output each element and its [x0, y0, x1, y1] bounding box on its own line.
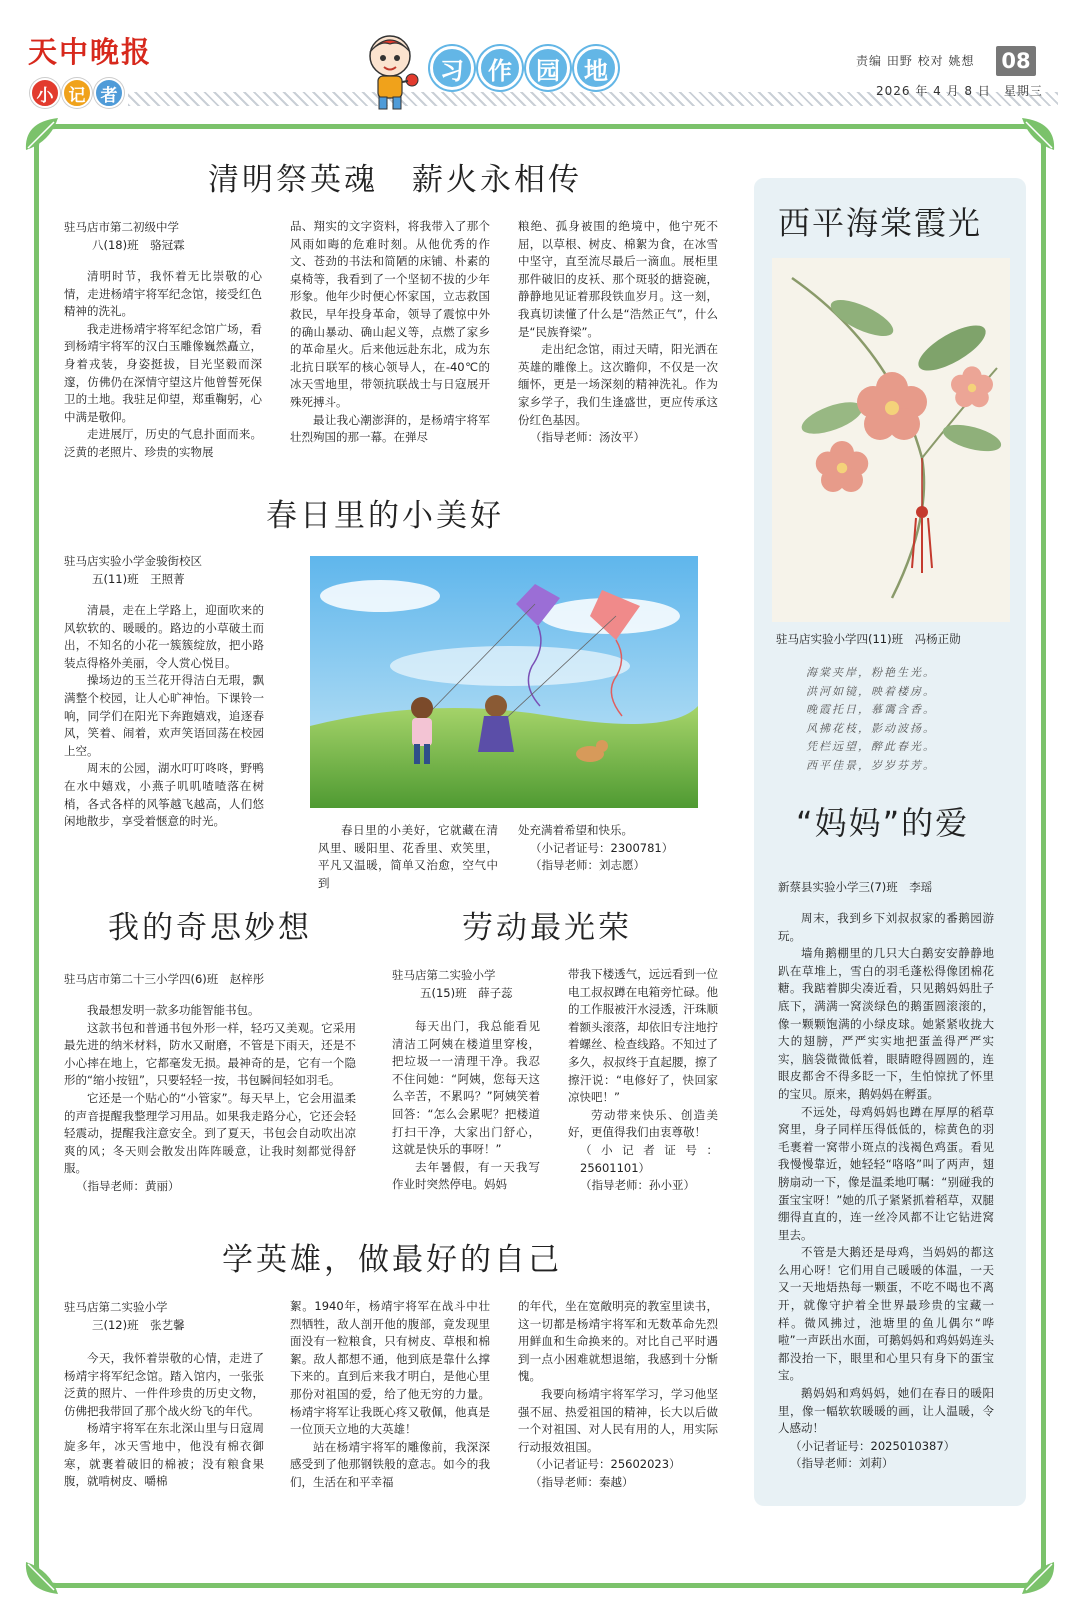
paragraph: 不远处，母鸡妈妈也蹲在厚厚的稻草窝里，身子同样压得低低的，棕黄色的羽毛裹着一窝带小斑点的浅褐色鸡蛋。看见我慢慢靠近，她轻轻“咯咯”叫了两声，翅膀扇动一下，像是温柔地叮嘱：“别碰我的蛋宝宝呀！”她的爪子紧紧抓着稻草，双腿绷得直直的，连一丝冷风都不让它钻进窝里去。	[778, 1104, 994, 1242]
article5-reporter: （小记者证号：25602023）	[530, 1457, 681, 1472]
article1-byline	[64, 218, 274, 254]
article4-column-1	[392, 1018, 540, 1194]
section-char-1: 习	[430, 46, 474, 90]
sidebar-poem-author: 驻马店实验小学四(11)班 冯杨正勋	[776, 632, 961, 646]
poem-line: 洪河如镜，映着楼房。	[806, 684, 936, 698]
paragraph: 我走进杨靖宇将军纪念馆广场，看到杨靖宇将军的汉白玉雕像巍然矗立，身着戎装，身姿挺拔，目光坚毅而深邃，仿佛仍在深情守望这片他曾誓死保卫的土地。我驻足仰望，郑重鞠躬，心中满是敬仰。	[64, 321, 262, 424]
article2-reporter: （小记者证号：2300781）	[530, 840, 674, 855]
article3-headline: 我的奇思妙想	[108, 910, 312, 946]
article4-column-2	[568, 966, 718, 1195]
paragraph: 周末的公园，湖水叮叮咚咚，野鸭在水中嬉戏，小燕子叽叽喳喳落在树梢，各式各样的风筝越飞越高，人们悠闲地散步，享受着惬意的时光。	[64, 761, 264, 829]
badge-char-2: 记	[62, 78, 92, 108]
spring-kite-illustration	[310, 556, 698, 808]
article1-headline: 清明祭英魂 薪火永相传	[208, 162, 582, 198]
masthead	[0, 0, 1080, 118]
sidebar-poem	[806, 664, 936, 775]
paragraph: 我要向杨靖宇将军学习，学习他坚强不屈、热爱祖国的精神，长大以后做一个对祖国、对人民有用的人，用实际行动报效祖国。	[518, 1386, 718, 1454]
paragraph: 粮绝、孤身被围的绝境中，他宁死不屈，以草根、树皮、棉絮为食，在冰雪中坚守，直至流尽最后一滴血。展柜里那件破旧的皮袄、那个斑驳的搪瓷碗，静静地见证着那段铁血岁月。这一刻，我真切读懂了什么是“浩然正气”，什么是“民族脊梁”。	[518, 219, 718, 339]
article4-headline: 劳动最光荣	[462, 910, 632, 946]
paragraph: 清明时节，我怀着无比崇敬的心情，走进杨靖宇将军纪念馆，接受红色精神的洗礼。	[64, 269, 262, 319]
paragraph: 絮。1940年，杨靖宇将军在战斗中壮烈牺牲，敌人剖开他的腹部，竟发现里面没有一粒粮食，只有树皮、草根和棉絮。敌人都想不通，他到底是靠什么撑下来的。直到后来我才明白，是他心里那份对祖国的爱，给了他无穷的力量。杨靖宇将军让我既心疼又敬佩，他真是一位顶天立地的大英雄！	[290, 1299, 490, 1437]
article1-column-2	[290, 218, 490, 447]
article5-author: 三(12)班 张艺馨	[92, 1318, 185, 1332]
article2-column-1	[64, 602, 264, 831]
sidebar-poem-title: 西平海棠霞光	[778, 204, 983, 242]
paragraph: 每天出门，我总能看见清洁工阿姨在楼道里穿梭，把垃圾一一清理干净。我忍不住问她：“阿姨，您每天这么辛苦，不累吗？”阿姨笑着回答：“怎么会累呢？把楼道打扫干净，大家出门舒心，这就是快乐的事呀！”	[392, 1019, 540, 1157]
article2-headline: 春日里的小美好	[266, 498, 504, 534]
article5-column-1	[64, 1350, 264, 1491]
mascot-icon	[360, 30, 422, 112]
article6-reporter: （小记者证号：2025010387）	[790, 1438, 956, 1453]
paragraph: 操场边的玉兰花开得洁白无瑕，飘满整个校园，让人心旷神怡。下课铃一响，同学们在阳光下奔跑嬉戏，追逐春风，笑着、闹着，欢声笑语回荡在校园上空。	[64, 673, 264, 758]
paragraph: 我最想发明一款多功能智能书包。	[87, 1003, 260, 1017]
paragraph: 品、翔实的文字资料，将我带入了那个风雨如晦的危难时刻。从他优秀的作文、苍劲的书法和简陋的床铺、朴素的桌椅等，我看到了一个坚韧不拔的少年形象。他年少时便心怀家国，立志救国救民，早年投身革命，领导了震惊中外的确山暴动、确山起义等，点燃了家乡的革命星火。后来他远赴东北，成为东北抗日联军的核心领导人，在-40℃的冰天雪地里，带领抗联战士与日寇展开殊死搏斗。	[290, 219, 490, 409]
reporter-badge	[30, 78, 124, 108]
article2-closing-text: 处充满着希望和快乐。	[518, 823, 633, 837]
article1-teacher: （指导老师：汤汝平）	[530, 430, 645, 445]
paragraph: 清晨，走在上学路上，迎面吹来的风软软的、暖暖的。路边的小草破土而出，不知名的小花一簇簇绽放，把小路装点得格外美丽，令人赏心悦目。	[64, 603, 264, 670]
paragraph: 最让我心潮澎湃的，是杨靖宇将军壮烈殉国的那一幕。在弹尽	[290, 412, 490, 445]
page-number: 08	[996, 46, 1036, 76]
article6-byline: 新蔡县实验小学三(7)班 李瑶	[778, 880, 933, 894]
poem-line: 晚霞托日，慕霭含香。	[806, 703, 936, 716]
article6-teacher: （指导老师：刘莉）	[790, 1456, 894, 1471]
paragraph: 带我下楼透气，远远看到一位电工叔叔蹲在电箱旁忙碌。他的工作服被汗水浸透，汗珠顺着额头滚落，却依旧专注地拧着螺丝、检查线路。不知过了多久，叔叔终于直起腰，擦了擦汗说：“电修好了，快回家凉快吧！”	[568, 967, 718, 1105]
poem-line: 海棠夹岸，粉艳生光。	[806, 666, 936, 679]
article3-body	[64, 1002, 356, 1196]
paper-name: 天中晚报	[28, 35, 153, 69]
article5-column-3	[518, 1298, 718, 1492]
paragraph: 今天，我怀着崇敬的心情，走进了杨靖宇将军纪念馆。踏入馆内，一张张泛黄的照片、一件件珍贵的历史文物，仿佛把我带回了那个战火纷飞的年代。	[64, 1351, 264, 1418]
paragraph: 鹅妈妈和鸡妈妈，她们在春日的暖阳里，像一幅软软暖暖的画，让人温暖，令人感动！	[778, 1386, 994, 1436]
article1-column-3	[518, 218, 718, 447]
article4-reporter: （小记者证号：25601101）	[580, 1142, 718, 1175]
section-char-2: 作	[478, 46, 522, 90]
article1-author: 八(18)班 骆冠霖	[92, 238, 185, 252]
article2-author: 五(11)班 王照菁	[92, 572, 185, 586]
paragraph: 去年暑假，有一天我写作业时突然停电。妈妈	[392, 1159, 540, 1192]
paragraph: 墙角鹅棚里的几只大白鹅安安静静地趴在草堆上，雪白的羽毛蓬松得像团棉花糖。我踮着脚尖凑近看，只见鹅妈妈肚子底下，满满一窝淡绿色的鹅蛋圆滚滚的，像一颗颗饱满的小绿皮球。她紧紧收拢大大的翅膀，严严实实地把蛋盖得严严实实，脑袋微微低着，眼睛瞪得圆圆的，连眼皮都舍不得多眨一下，生怕惊扰了怀里的宝贝。原来，鹅妈妈在孵蛋。	[778, 946, 994, 1101]
article2-byline	[64, 552, 294, 588]
section-title	[430, 46, 618, 90]
paragraph: 站在杨靖宇将军的雕像前，我深深感受到了他那钢铁般的意志。如今的我们，生活在和平幸福	[290, 1439, 490, 1489]
section-char-3: 园	[526, 46, 570, 90]
paragraph: 的年代，坐在宽敞明亮的教室里读书，这一切都是杨靖宇将军和无数革命先烈用鲜血和生命换来的。对比自己平时遇到一点小困难就想退缩，我感到十分惭愧。	[518, 1299, 718, 1384]
issue-date: 2026 年 4 月 8 日 星期三	[876, 84, 1043, 98]
article6-headline: “妈妈”的爱	[796, 804, 970, 842]
article1-school: 驻马店市第二初级中学	[64, 220, 179, 234]
article3-teacher: （指导老师：黄丽）	[76, 1178, 180, 1193]
editor-credits: 责编 田野 校对 姚想	[856, 54, 975, 68]
paragraph: 不管是大鹅还是母鸡，当妈妈的都这么用心呀！它们用自己暖暖的体温，一天又一天地焐热每一颗蛋，不吃不喝也不离开，就像守护着全世界最珍贵的宝藏一样。微风拂过，池塘里的鱼儿偶尔“哗啦”一声跃出水面，可鹅妈妈和鸡妈妈连头都没抬一下，眼里和心里只有身下的蛋宝宝。	[778, 1245, 994, 1383]
crabapple-flower-painting	[772, 258, 1010, 622]
article5-teacher: （指导老师：秦越）	[530, 1474, 634, 1489]
article2-continuation: 春日里的小美好，它就藏在清风里、暖阳里、花香里、欢笑里，平凡又温暖，简单又治愈，空气中到	[318, 823, 498, 890]
article6-body	[778, 910, 994, 1473]
article4-byline	[392, 966, 562, 1002]
article1-column-1	[64, 268, 262, 462]
leaf-corner-icon	[1016, 1556, 1060, 1600]
poem-line: 西平佳景，岁岁芬芳。	[806, 758, 936, 772]
article2-teacher: （指导老师：刘志愿）	[530, 858, 645, 873]
paragraph: 周末，我到乡下刘叔叔家的番鹅园游玩。	[778, 911, 994, 943]
section-char-4: 地	[574, 46, 618, 90]
paragraph: 它还是一个贴心的“小管家”。每天早上，它会用温柔的声音提醒我整理学习用品。如果我走路分心，它还会轻轻震动，提醒我注意安全。到了夏天，书包会自动吹出凉爽的风；冬天则会散发出阵阵暖意，让我时刻都觉得舒服。	[64, 1090, 356, 1176]
article4-teacher: （指导老师：孙小亚）	[580, 1178, 695, 1193]
paragraph: 这款书包和普通书包外形一样，轻巧又美观。它采用最先进的纳米材料，防水又耐磨，不管是下雨天，还是不小心摔在地上，它都毫发无损。最神奇的是，它有一个隐形的“缩小按钮”，只要轻轻一按，书包瞬间轻如羽毛。	[64, 1020, 356, 1088]
article5-byline	[64, 1298, 274, 1334]
article5-school: 驻马店第二实验小学	[64, 1300, 168, 1314]
leaf-corner-icon	[1016, 112, 1060, 156]
paragraph: 劳动带来快乐、创造美好，更值得我们由衷尊敬！	[568, 1107, 718, 1140]
article4-author: 五(15)班 薛子蕊	[420, 986, 513, 1000]
paragraph: 走进展厅，历史的气息扑面而来。泛黄的老照片、珍贵的实物展	[64, 427, 262, 459]
article5-column-2	[290, 1298, 490, 1492]
leaf-corner-icon	[20, 112, 64, 156]
article2-closing	[518, 822, 708, 875]
paragraph: 杨靖宇将军在东北深山里与日寇周旋多年，冰天雪地中，他没有棉衣御寒，就裹着破旧的棉被；没有粮食果腹，就啃树皮、嚼棉	[64, 1421, 264, 1489]
paragraph: 走出纪念馆，雨过天晴，阳光洒在英雄的雕像上。这次瞻仰，不仅是一次缅怀，更是一场深刻的精神洗礼。作为家乡学子，我们生逢盛世，更应传承这份红色基因。	[518, 342, 718, 427]
article2-school: 驻马店实验小学金骏街校区	[64, 554, 202, 568]
article5-headline: 学英雄，做最好的自己	[222, 1242, 562, 1278]
badge-char-1: 小	[30, 78, 60, 108]
badge-char-3: 者	[94, 78, 124, 108]
article4-school: 驻马店第二实验小学	[392, 968, 496, 982]
poem-line: 凭栏远望，醉此春光。	[806, 740, 936, 753]
article3-byline: 驻马店市第二十三小学四(6)班 赵梓彤	[64, 972, 265, 986]
leaf-corner-icon	[20, 1556, 64, 1600]
poem-line: 风拂花枝，影动波扬。	[806, 721, 936, 735]
